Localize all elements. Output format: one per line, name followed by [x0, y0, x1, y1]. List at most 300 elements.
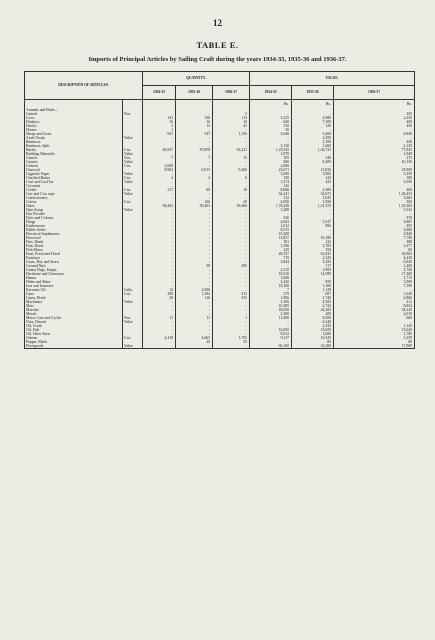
qty-1936-cell: 315: [213, 292, 250, 296]
qty-1936-cell: ..: [213, 172, 250, 176]
value-1935-cell: 32,300: [292, 344, 334, 349]
qty-1934-cell: 12: [143, 288, 176, 292]
value-1936-cell: 18,909: [334, 168, 415, 172]
qty-1935-cell: ..: [176, 244, 213, 248]
qty-1936-cell: ..: [213, 244, 250, 248]
article-name-cell: Oil, Fish: [25, 328, 123, 332]
qty-1934-cell: 7: [143, 156, 176, 160]
unit-cell: Value: [123, 136, 143, 140]
value-1936-cell: ..: [334, 320, 415, 324]
value-1936-cell: 600: [334, 316, 415, 320]
article-name-cell: Fins, Shark: [25, 240, 123, 244]
value-1935-cell: 2,325: [292, 256, 334, 260]
article-name-cell: Hawks: [25, 124, 123, 128]
qty-1934-cell: ..: [143, 236, 176, 240]
qty-1936-cell: ..: [213, 240, 250, 244]
unit-cell: Cwt.: [123, 148, 143, 152]
value-1936-cell: 1,29,433: [334, 192, 415, 196]
qty-1935-cell: ..: [176, 184, 213, 188]
value-1934-cell: 19,610: [250, 272, 292, 276]
value-1935-cell: 1,690: [292, 332, 334, 336]
value-1936-cell: 3,900: [334, 280, 415, 284]
value-1934-cell: 26,650: [250, 308, 292, 312]
qty-1934-cell: ..: [143, 224, 176, 228]
unit-cell: Nos.: [123, 316, 143, 320]
qty-1935-cell: ..: [176, 252, 213, 256]
value-1935-cell: 2,100: [292, 140, 334, 144]
qty-1935-cell: ..: [176, 224, 213, 228]
value-1935-cell: ..: [292, 212, 334, 216]
qty-1936-cell: ..: [213, 208, 250, 212]
qty-1934-cell: ..: [143, 332, 176, 336]
qty-1936-cell: ..: [213, 212, 250, 216]
value-1936-cell: 15,640: [334, 328, 415, 332]
value-1936-cell: 6,936: [334, 132, 415, 136]
value-1936-cell: 17,900: [334, 344, 415, 349]
value-1936-cell: 2,840: [334, 232, 415, 236]
unit-cell: Value: [123, 172, 143, 176]
value-1934-cell: ..: [250, 212, 292, 216]
qty-1934-cell: ..: [143, 320, 176, 324]
article-name-cell: Cotton: [25, 200, 123, 204]
qty-1935-cell: 87,858: [176, 148, 213, 152]
value-1935-cell: 1,740: [292, 296, 334, 300]
value-1936-cell: 275: [334, 156, 415, 160]
qty-1936-cell: ..: [213, 228, 250, 232]
qty-1934-cell: 4: [143, 176, 176, 180]
value-1935-cell: ..: [292, 232, 334, 236]
value-1935-cell: 61,635: [292, 252, 334, 256]
value-1936-cell: 8,854: [334, 304, 415, 308]
article-name-cell: Grass, Hay and Straw: [25, 260, 123, 264]
qty-1934-cell: ..: [143, 184, 176, 188]
value-1935-cell: 3,900: [292, 268, 334, 272]
value-1936-cell: ..: [334, 164, 415, 168]
article-name-cell: Piecegoods: [25, 344, 123, 349]
qty-1935-cell: ..: [176, 312, 213, 316]
value-1934-cell: 10,168: [250, 284, 292, 288]
value-1936-cell: 1,715: [334, 276, 415, 280]
qty-1936-cell: ..: [213, 332, 250, 336]
value-1935-cell: ..: [292, 216, 334, 220]
article-name-cell: Linen, Dried: [25, 296, 123, 300]
qty-1934-cell: ..: [143, 208, 176, 212]
value-1936-cell: 6,866: [334, 296, 415, 300]
unit-label: Rs.: [292, 100, 334, 109]
value-1934-cell: 145: [250, 184, 292, 188]
qty-1936-cell: 45: [213, 124, 250, 128]
value-1935-cell: 1,128: [292, 288, 334, 292]
value-1934-cell: 3,000: [250, 172, 292, 176]
qty-1936-cell: ..: [213, 180, 250, 184]
qty-1935-cell: ..: [176, 216, 213, 220]
description-header: DESCRIPTION OF ARTICLES.: [25, 72, 143, 100]
qty-1936-cell: ..: [213, 224, 250, 228]
value-1936-cell: 3,865: [334, 220, 415, 224]
article-name-cell: Oil, Crude: [25, 324, 123, 328]
value-1935-cell: 8,500: [292, 316, 334, 320]
qty-1934-cell: ..: [143, 244, 176, 248]
qty-1934-cell: ..: [143, 312, 176, 316]
value-1934-cell: 9,812: [250, 332, 292, 336]
value-1935-cell: 200: [292, 312, 334, 316]
article-name-cell: Mats: [25, 304, 123, 308]
year-header: 1934-35: [250, 86, 292, 100]
qty-1936-cell: ..: [213, 256, 250, 260]
value-1934-cell: 8,915: [250, 228, 292, 232]
qty-1935-cell: 156: [176, 116, 213, 120]
value-1934-cell: 3,138: [250, 144, 292, 148]
qty-1935-cell: ..: [176, 172, 213, 176]
article-name-cell: Barley: [25, 148, 123, 152]
qty-1935-cell: 4,663: [176, 336, 213, 340]
unit-cell: Value: [123, 160, 143, 164]
article-name-cell: Drugs: [25, 220, 123, 224]
qty-1934-cell: ..: [143, 256, 176, 260]
value-1934-cell: ..: [250, 112, 292, 116]
value-1936-cell: 212: [334, 300, 415, 304]
qty-1936-cell: ..: [213, 276, 250, 280]
value-1935-cell: ..: [292, 208, 334, 212]
value-1934-cell: 132: [250, 196, 292, 200]
value-1934-cell: 600: [250, 160, 292, 164]
value-1935-cell: 3,900: [292, 172, 334, 176]
table-row: [25, 344, 415, 349]
value-1934-cell: 13,827: [250, 236, 292, 240]
value-1936-cell: 5,030: [334, 180, 415, 184]
value-1936-cell: 1,145: [334, 324, 415, 328]
qty-1936-cell: ..: [213, 272, 250, 276]
qty-1935-cell: ..: [176, 136, 213, 140]
article-name-cell: Date Syrup: [25, 208, 123, 212]
value-1935-cell: 2,250: [292, 324, 334, 328]
unit-label: Rs.: [250, 100, 292, 109]
qty-1935-cell: ..: [176, 284, 213, 288]
article-name-cell: Kerosine Oil: [25, 288, 123, 292]
value-1934-cell: 1,806: [250, 296, 292, 300]
qty-1934-cell: 941: [143, 132, 176, 136]
value-1934-cell: 715: [250, 256, 292, 260]
value-1936-cell: ..: [334, 128, 415, 132]
qty-1936-cell: ..: [213, 284, 250, 288]
value-1934-cell: 3,288: [250, 208, 292, 212]
qty-1936-cell: ..: [213, 320, 250, 324]
qty-1936-cell: 1: [213, 316, 250, 320]
value-1936-cell: 5,250: [334, 172, 415, 176]
value-1936-cell: 1,780: [334, 332, 415, 336]
value-1934-cell: 1,506: [250, 244, 292, 248]
unit-cell: Cwt.: [123, 200, 143, 204]
value-1936-cell: 250: [334, 140, 415, 144]
article-name-cell: Firewood: [25, 236, 123, 240]
qty-1936-cell: ..: [213, 248, 250, 252]
article-name-cell: Coconuts: [25, 184, 123, 188]
value-1935-cell: 2,709: [292, 244, 334, 248]
value-1935-cell: 16,345: [292, 336, 334, 340]
value-1935-cell: 697: [292, 292, 334, 296]
qty-1934-cell: ..: [143, 136, 176, 140]
qty-1935-cell: ..: [176, 280, 213, 284]
qty-1936-cell: ..: [213, 196, 250, 200]
qty-1934-cell: ..: [143, 240, 176, 244]
qty-1935-cell: ..: [176, 272, 213, 276]
value-1934-cell: 4,050: [250, 200, 292, 204]
qty-1936-cell: ..: [213, 304, 250, 308]
article-name-cell: Furniture: [25, 256, 123, 260]
qty-1936-cell: 9,460: [213, 168, 250, 172]
value-1935-cell: 950: [292, 280, 334, 284]
qty-1935-cell: ..: [176, 128, 213, 132]
value-1934-cell: 1,76,436: [250, 204, 292, 208]
qty-1935-cell: ..: [176, 180, 213, 184]
qty-1935-cell: ..: [176, 344, 213, 349]
value-1934-cell: 8,666: [250, 188, 292, 192]
qty-1935-cell: ..: [176, 300, 213, 304]
value-1934-cell: 375: [250, 292, 292, 296]
value-1934-cell: 640: [250, 120, 292, 124]
qty-1935-cell: 126: [176, 200, 213, 204]
article-name-cell: Confectionery: [25, 196, 123, 200]
qty-1935-cell: 4: [176, 176, 213, 180]
value-1935-cell: 3,269: [292, 132, 334, 136]
article-name-cell: Arab Cloaks: [25, 136, 123, 140]
value-1936-cell: 250: [334, 112, 415, 116]
qty-1934-cell: ..: [143, 340, 176, 344]
article-name-cell: Donkeys: [25, 120, 123, 124]
article-name-cell: Fish, Dried: [25, 244, 123, 248]
value-1935-cell: 1,950: [292, 200, 334, 204]
article-name-cell: Onions: [25, 336, 123, 340]
value-1935-cell: 140: [292, 156, 334, 160]
value-1934-cell: 1,878: [250, 152, 292, 156]
qty-1936-cell: ..: [213, 268, 250, 272]
value-1936-cell: 7,790: [334, 236, 415, 240]
qty-1934-cell: 1: [143, 128, 176, 132]
qty-1935-cell: ..: [176, 208, 213, 212]
qty-1934-cell: 96,302: [143, 204, 176, 208]
qty-1934-cell: ..: [143, 300, 176, 304]
article-name-cell: Gunny Bags, Empty: [25, 268, 123, 272]
table-body: [25, 100, 415, 349]
qty-1935-cell: 116: [176, 296, 213, 300]
qty-1936-cell: ..: [213, 300, 250, 304]
value-1936-cell: 5,532: [334, 208, 415, 212]
value-1934-cell: 105: [250, 156, 292, 160]
article-name-cell: Fish Maws: [25, 248, 123, 252]
value-1935-cell: 7,100: [292, 120, 334, 124]
qty-1934-cell: 11: [143, 316, 176, 320]
value-1935-cell: 1,045: [292, 196, 334, 200]
value-1935-cell: 13,650: [292, 328, 334, 332]
value-1934-cell: 2,420: [250, 280, 292, 284]
qty-1934-cell: ..: [143, 212, 176, 216]
value-1934-cell: 3,100: [250, 300, 292, 304]
article-name-cell: Coal and Coal Tar: [25, 180, 123, 184]
article-name-cell: Henna: [25, 276, 123, 280]
value-1936-cell: 300: [334, 200, 415, 204]
qty-1936-cell: 10: [213, 188, 250, 192]
value-1935-cell: ..: [292, 164, 334, 168]
article-name-cell: Building Materials: [25, 152, 123, 156]
qty-1935-cell: ..: [176, 112, 213, 116]
qty-1935-cell: ..: [176, 232, 213, 236]
qty-1935-cell: ..: [176, 308, 213, 312]
value-1934-cell: 49,337: [250, 252, 292, 256]
qty-1934-cell: ..: [143, 200, 176, 204]
qty-1935-cell: ..: [176, 196, 213, 200]
value-1935-cell: 1,168: [292, 284, 334, 288]
value-1934-cell: ..: [250, 340, 292, 344]
unit-cell: Value: [123, 180, 143, 184]
value-1936-cell: 5,259: [334, 336, 415, 340]
unit-label: Rs.: [334, 100, 415, 109]
unit-cell: Value: [123, 208, 143, 212]
value-1936-cell: ..: [334, 212, 415, 216]
article-name-cell: Oil, Other Sorts: [25, 332, 123, 336]
qty-1934-cell: 3: [143, 124, 176, 128]
value-1936-cell: 6,820: [334, 260, 415, 264]
value-1934-cell: 2,300: [250, 312, 292, 316]
qty-1935-cell: ..: [176, 192, 213, 196]
value-1934-cell: ..: [250, 264, 292, 268]
qty-1935-cell: ..: [176, 160, 213, 164]
qty-1935-cell: ..: [176, 320, 213, 324]
value-1935-cell: ..: [292, 128, 334, 132]
value-1936-cell: ..: [334, 184, 415, 188]
qty-1936-cell: 1,705: [213, 336, 250, 340]
value-1936-cell: 3,065: [334, 196, 415, 200]
qty-1935-cell: ..: [176, 152, 213, 156]
qty-1934-cell: ..: [143, 344, 176, 349]
article-name-cell: Matches: [25, 308, 123, 312]
qty-1935-cell: ..: [176, 304, 213, 308]
unit-cell: Cwt.: [123, 292, 143, 296]
qty-1935-cell: ..: [176, 228, 213, 232]
qty-1934-cell: 296: [143, 292, 176, 296]
qty-1934-cell: ..: [143, 192, 176, 196]
unit-cell: Value: [123, 152, 143, 156]
qty-1934-cell: ..: [143, 160, 176, 164]
qty-1936-cell: 59,466: [213, 204, 250, 208]
value-1935-cell: 250: [292, 180, 334, 184]
value-1934-cell: 181: [250, 240, 292, 244]
article-name-cell: Camels: [25, 156, 123, 160]
article-name-cell: Motor Cars and Cycles: [25, 316, 123, 320]
article-name-cell: Dyes and Colours: [25, 216, 123, 220]
value-1936-cell: 3,680: [334, 228, 415, 232]
unit-cell: Value: [123, 192, 143, 196]
units-row: [25, 100, 415, 109]
article-name-cell: Coir and Coir rope: [25, 192, 123, 196]
unit-cell: Value: [123, 300, 143, 304]
unit-cell: Nos.: [123, 112, 143, 116]
value-1936-cell: 88: [334, 340, 415, 344]
qty-1936-cell: ..: [213, 312, 250, 316]
qty-1935-cell: 2,000: [176, 288, 213, 292]
value-1935-cell: 4,500: [292, 300, 334, 304]
article-name-cell: Clarified Butter: [25, 176, 123, 180]
value-1936-cell: 1,400: [334, 264, 415, 268]
table-subtitle: Imports of Principal Articles by Sailing Craft during the years 1934-35, 1935-36 and 1936-37.: [88, 56, 347, 63]
value-1934-cell: ..: [250, 324, 292, 328]
value-1935-cell: 1,36,735: [292, 148, 334, 152]
qty-1935-cell: ..: [176, 212, 213, 216]
value-1936-cell: 3,477: [334, 244, 415, 248]
value-1934-cell: 1,012: [250, 224, 292, 228]
qty-1936-cell: ..: [213, 344, 250, 349]
qty-1936-cell: 280: [213, 264, 250, 268]
qty-1936-cell: ..: [213, 184, 250, 188]
qty-1935-cell: ..: [176, 276, 213, 280]
value-1935-cell: 3,295: [292, 260, 334, 264]
article-name-cell: Horses: [25, 128, 123, 132]
qty-1936-cell: 335: [213, 296, 250, 300]
qty-1934-cell: ..: [143, 308, 176, 312]
value-1934-cell: 2,006: [250, 164, 292, 168]
value-1935-cell: 24,200: [292, 308, 334, 312]
qty-1934-cell: ..: [143, 152, 176, 156]
qty-1935-cell: ..: [176, 248, 213, 252]
value-1936-cell: 36,902: [334, 252, 415, 256]
qty-1936-cell: ..: [213, 260, 250, 264]
qty-1934-cell: ..: [143, 180, 176, 184]
qty-1934-cell: ..: [143, 304, 176, 308]
qty-1936-cell: ..: [213, 308, 250, 312]
value-1934-cell: 3,844: [250, 260, 292, 264]
qty-1935-cell: 6,915: [176, 168, 213, 172]
value-1934-cell: 5,646: [250, 132, 292, 136]
value-1935-cell: 2,300: [292, 188, 334, 192]
value-1934-cell: 540: [250, 216, 292, 220]
value-1935-cell: ..: [292, 112, 334, 116]
article-name-cell: Camels: [25, 112, 123, 116]
qty-1935-cell: ..: [176, 268, 213, 272]
value-1935-cell: 4,980: [292, 116, 334, 120]
value-1935-cell: 5,547: [292, 220, 334, 224]
value-1936-cell: 4,430: [334, 256, 415, 260]
value-1934-cell: ..: [250, 140, 292, 144]
qty-1935-cell: 1,294: [176, 292, 213, 296]
qty-1934-cell: ..: [143, 228, 176, 232]
qty-1936-cell: ..: [213, 128, 250, 132]
value-1936-cell: 2,129: [334, 144, 415, 148]
qty-1936-cell: ..: [213, 136, 250, 140]
year-header: 1936-37: [334, 86, 415, 100]
value-1934-cell: 60,100: [250, 344, 292, 349]
value-1934-cell: ..: [250, 320, 292, 324]
value-1936-cell: 34,220: [334, 308, 415, 312]
article-name-cell: Metals: [25, 312, 123, 316]
value-1935-cell: 1,660: [292, 144, 334, 148]
qty-1934-cell: ..: [143, 252, 176, 256]
value-1936-cell: 370: [334, 216, 415, 220]
qty-1934-cell: 28: [143, 296, 176, 300]
value-1935-cell: 33,675: [292, 192, 334, 196]
article-name-cell: Hides and Skins: [25, 280, 123, 284]
value-1934-cell: 9,117: [250, 336, 292, 340]
value-1934-cell: 54,231: [250, 192, 292, 196]
value-1934-cell: 1,23,945: [250, 148, 292, 152]
article-name-cell: Bamboos: [25, 140, 123, 144]
qty-1936-cell: ..: [213, 192, 250, 196]
value-1936-cell: 60: [334, 248, 415, 252]
value-1935-cell: 13,830: [292, 168, 334, 172]
article-name-cell: Cement: [25, 164, 123, 168]
value-1936-cell: 400: [334, 188, 415, 192]
value-1936-cell: 1,020: [334, 292, 415, 296]
qty-1936-cell: ..: [213, 232, 250, 236]
qty-1936-cell: ..: [213, 324, 250, 328]
